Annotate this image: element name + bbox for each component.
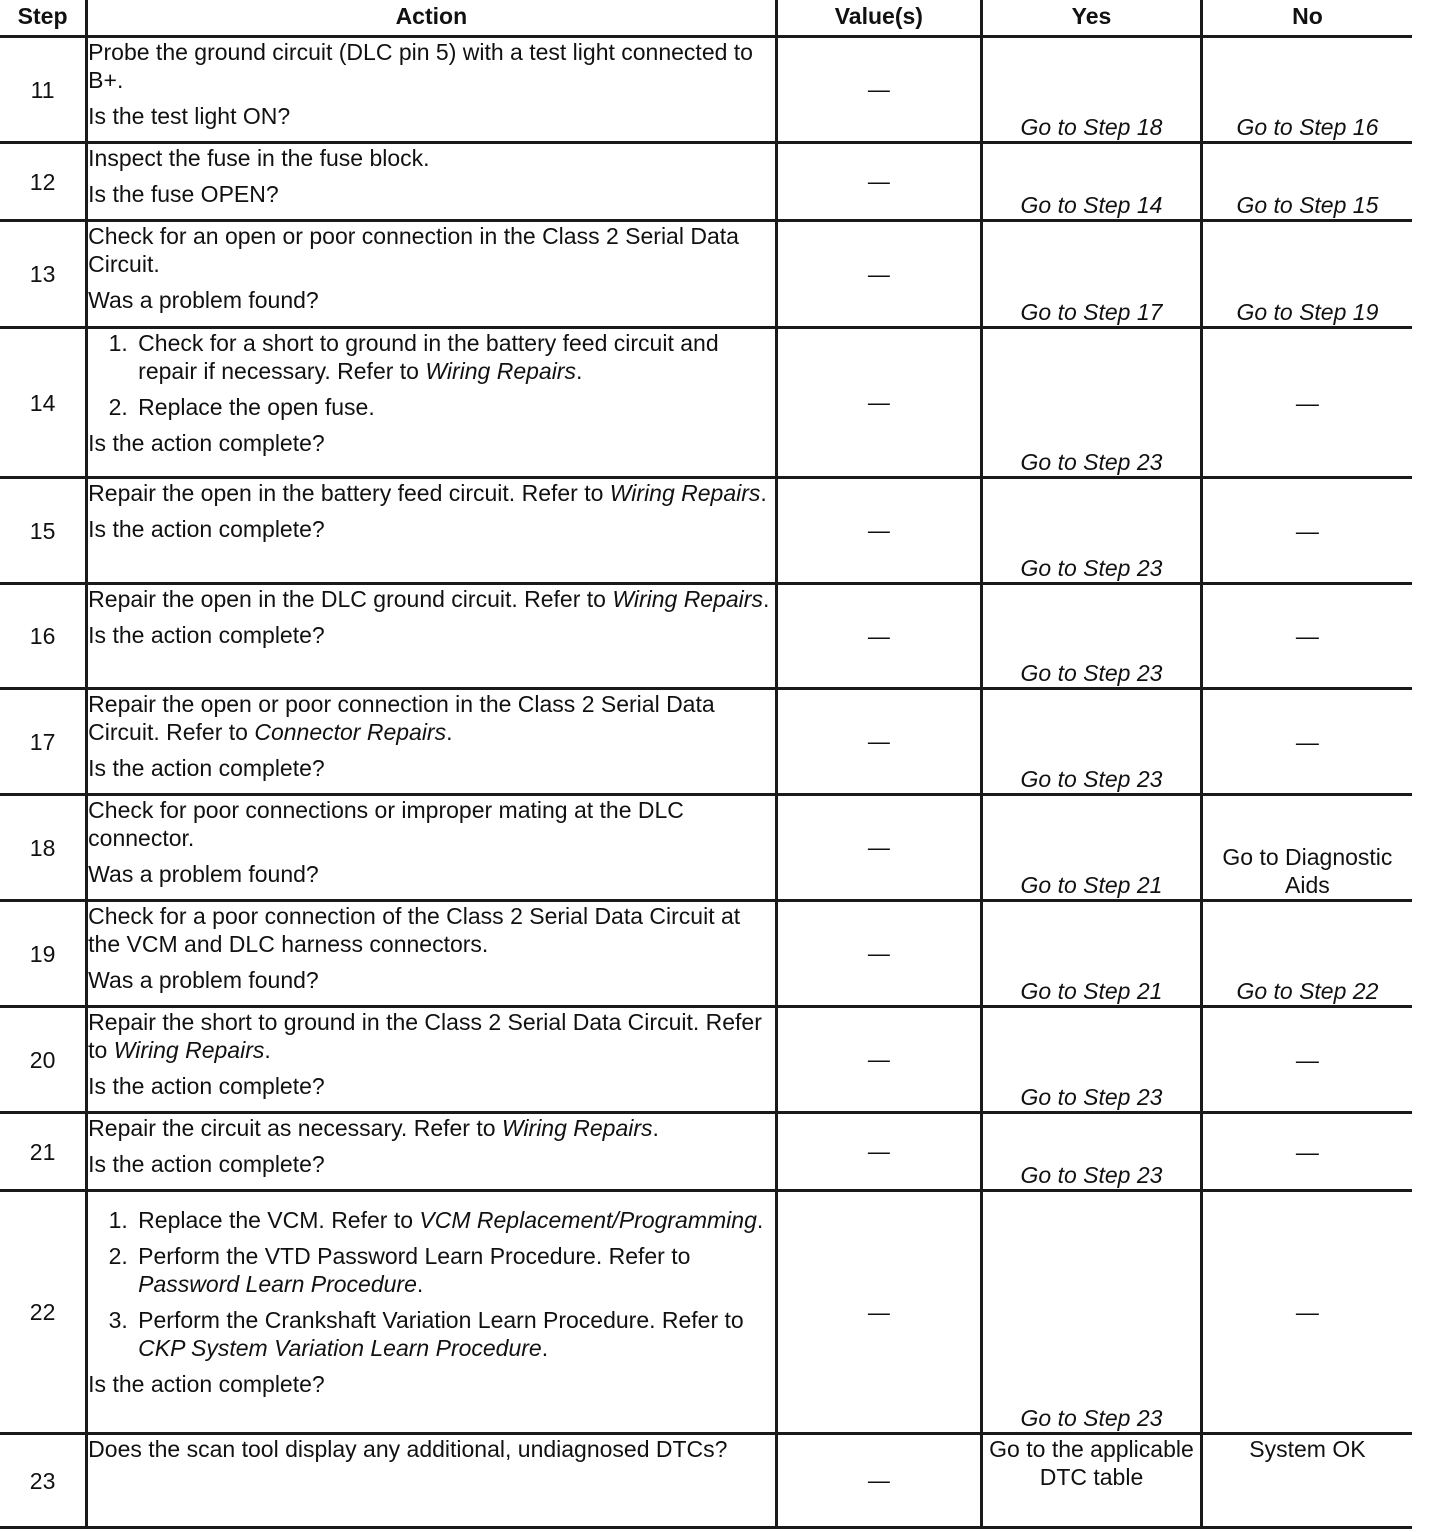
action-question: Is the action complete? [88,430,325,456]
values-dash: — [867,169,890,194]
step-number: 16 [0,584,87,689]
table-row [0,1191,1412,1434]
action-cell [87,221,776,328]
step-number: 17 [0,689,87,795]
values-dash: — [867,835,890,860]
values-cell [776,901,982,1007]
reference-link-text: Wiring Repairs [501,1115,653,1141]
no-cell: — [1201,328,1412,478]
action-steps [88,329,774,421]
action-question: Was a problem found? [88,967,319,993]
action-question: Is the action complete? [88,755,325,781]
values-dash: — [867,390,890,415]
action-question: Is the test light ON? [88,103,291,129]
table-row [0,328,1412,478]
action-step-text: Perform the VTD Password Learn Procedure. Refer to [138,1243,691,1269]
table-row [0,1113,1412,1191]
yes-cell: Go to Step 23 [982,1113,1202,1191]
action-step-item [134,1242,774,1298]
reference-link-text: Wiring Repairs [425,358,576,384]
yes-cell: Go to Step 21 [982,901,1202,1007]
values-cell [776,143,982,221]
no-cell: Go to Step 16 [1201,37,1412,143]
action-step-end: . [575,358,583,384]
values-cell [776,478,982,584]
action-text-end: . [446,719,453,745]
reference-link-text: Wiring Repairs [612,586,763,612]
yes-cell: Go to the applicable DTC table [982,1434,1202,1528]
values-cell [776,1007,982,1113]
action-question: Is the action complete? [88,1073,325,1099]
action-text [88,690,774,746]
action-text-main: Repair the short to ground in the Class 2 Serial Data Circuit. Refer to [88,1009,762,1063]
values-dash: — [867,729,890,754]
step-number: 11 [0,37,87,143]
no-cell: Go to Diagnostic Aids [1201,795,1412,901]
step-number: 22 [0,1191,87,1434]
action-step-item [134,329,774,385]
action-question: Is the action complete? [88,516,325,542]
reference-link-text: VCM Replacement/Programming [419,1207,757,1233]
reference-link-text: CKP System Variation Learn Procedure [138,1335,542,1361]
table-row [0,221,1412,328]
action-cell [87,795,776,901]
action-step-text: Perform the Crankshaft Variation Learn Procedure. Refer to [138,1307,744,1333]
action-text: Check for an open or poor connection in the Class 2 Serial Data Circuit. [88,223,739,277]
action-text [88,1114,774,1142]
action-step-end: . [541,1335,549,1361]
values-cell [776,689,982,795]
values-dash: — [867,941,890,966]
values-cell [776,795,982,901]
action-step-text: Replace the open fuse. [138,394,375,420]
yes-cell: Go to Step 18 [982,37,1202,143]
step-number: 14 [0,328,87,478]
table-row [0,1007,1412,1113]
yes-cell: Go to Step 23 [982,478,1202,584]
table-row [0,584,1412,689]
reference-link-text: Wiring Repairs [113,1037,265,1063]
reference-link-text: Password Learn Procedure [138,1271,417,1297]
values-cell [776,1113,982,1191]
action-cell [87,1007,776,1113]
values-cell [776,221,982,328]
step-number: 21 [0,1113,87,1191]
header-values: Value(s) [776,0,982,37]
action-step-item [134,393,774,421]
action-cell [87,143,776,221]
yes-cell: Go to Step 14 [982,143,1202,221]
action-text [88,1008,774,1064]
action-cell [87,901,776,1007]
values-cell [776,37,982,143]
action-text [88,479,774,507]
action-question: Is the action complete? [88,622,325,648]
action-text: Inspect the fuse in the fuse block. [88,145,430,171]
action-text: Check for poor connections or improper mating at the DLC connector. [88,797,684,851]
action-text [88,585,774,613]
action-cell [87,1434,776,1528]
action-cell [87,37,776,143]
values-dash: — [867,1299,890,1325]
action-step-text: Check for a short to ground in the battery feed circuit and repair if necessary. Refer to [138,330,719,384]
action-text: Probe the ground circuit (DLC pin 5) with a test light connected to B+. [88,39,753,93]
action-question: Is the action complete? [88,1371,325,1397]
values-cell [776,1434,982,1528]
action-text-end: . [762,586,770,612]
no-cell: Go to Step 22 [1201,901,1412,1007]
values-cell [776,328,982,478]
yes-cell: Go to Step 23 [982,689,1202,795]
reference-link-text: Connector Repairs [254,719,447,745]
header-row [0,0,1412,37]
action-text-main: Repair the open in the DLC ground circuit. Refer to [88,586,613,612]
action-text-end: . [264,1037,271,1063]
values-dash: — [867,261,890,287]
action-text-main: Repair the open in the battery feed circuit. Refer to [88,480,610,506]
action-cell [87,584,776,689]
reference-link-text: Wiring Repairs [609,480,761,506]
step-number: 23 [0,1434,87,1528]
step-number: 12 [0,143,87,221]
no-cell: System OK [1201,1434,1412,1528]
action-question: Is the action complete? [88,1151,325,1177]
action-cell [87,1191,776,1434]
table-row [0,37,1412,143]
values-dash: — [867,77,890,102]
no-cell: Go to Step 19 [1201,221,1412,328]
table-row [0,1434,1412,1528]
action-step-item [134,1306,774,1362]
action-step-item [134,1206,774,1234]
values-dash: — [867,623,890,649]
action-text-end: . [652,1115,659,1141]
header-yes: Yes [982,0,1202,37]
yes-cell: Go to Step 17 [982,221,1202,328]
table-row [0,795,1412,901]
action-question: Was a problem found? [88,287,319,313]
values-dash: — [867,1139,890,1164]
yes-cell: Go to Step 23 [982,328,1202,478]
no-cell: — [1201,584,1412,689]
yes-cell: Go to Step 23 [982,584,1202,689]
action-question: Is the fuse OPEN? [88,181,279,207]
no-cell: Go to Step 15 [1201,143,1412,221]
action-text-end: . [760,480,767,506]
values-cell [776,1191,982,1434]
action-text-main: Repair the circuit as necessary. Refer to [88,1115,502,1141]
values-dash: — [867,1468,890,1493]
values-dash: — [867,518,890,543]
action-cell [87,478,776,584]
action-text-main: Repair the open or poor connection in the Class 2 Serial Data Circuit. Refer to [88,691,715,745]
action-question: Was a problem found? [88,861,319,887]
table-row [0,689,1412,795]
step-number: 13 [0,221,87,328]
no-cell: — [1201,1113,1412,1191]
action-steps [88,1206,774,1362]
action-cell [87,328,776,478]
header-no: No [1201,0,1412,37]
no-cell: — [1201,1007,1412,1113]
yes-cell: Go to Step 23 [982,1191,1202,1434]
header-step: Step [0,0,87,37]
step-number: 20 [0,1007,87,1113]
action-step-end: . [416,1271,424,1297]
yes-cell: Go to Step 23 [982,1007,1202,1113]
table-row [0,901,1412,1007]
values-cell [776,584,982,689]
no-cell: — [1201,689,1412,795]
no-cell: — [1201,478,1412,584]
values-dash: — [867,1047,890,1072]
action-text: Check for a poor connection of the Class 2 Serial Data Circuit at the VCM and DLC harness connectors. [88,903,741,957]
step-number: 19 [0,901,87,1007]
action-cell [87,1113,776,1191]
no-cell: — [1201,1191,1412,1434]
action-step-text: Replace the VCM. Refer to [138,1207,420,1233]
action-text: Does the scan tool display any additional, undiagnosed DTCs? [88,1436,728,1462]
table-row [0,143,1412,221]
action-cell [87,689,776,795]
yes-cell: Go to Step 21 [982,795,1202,901]
header-action: Action [87,0,776,37]
action-step-end: . [756,1207,764,1233]
table-row [0,478,1412,584]
step-number: 18 [0,795,87,901]
step-number: 15 [0,478,87,584]
